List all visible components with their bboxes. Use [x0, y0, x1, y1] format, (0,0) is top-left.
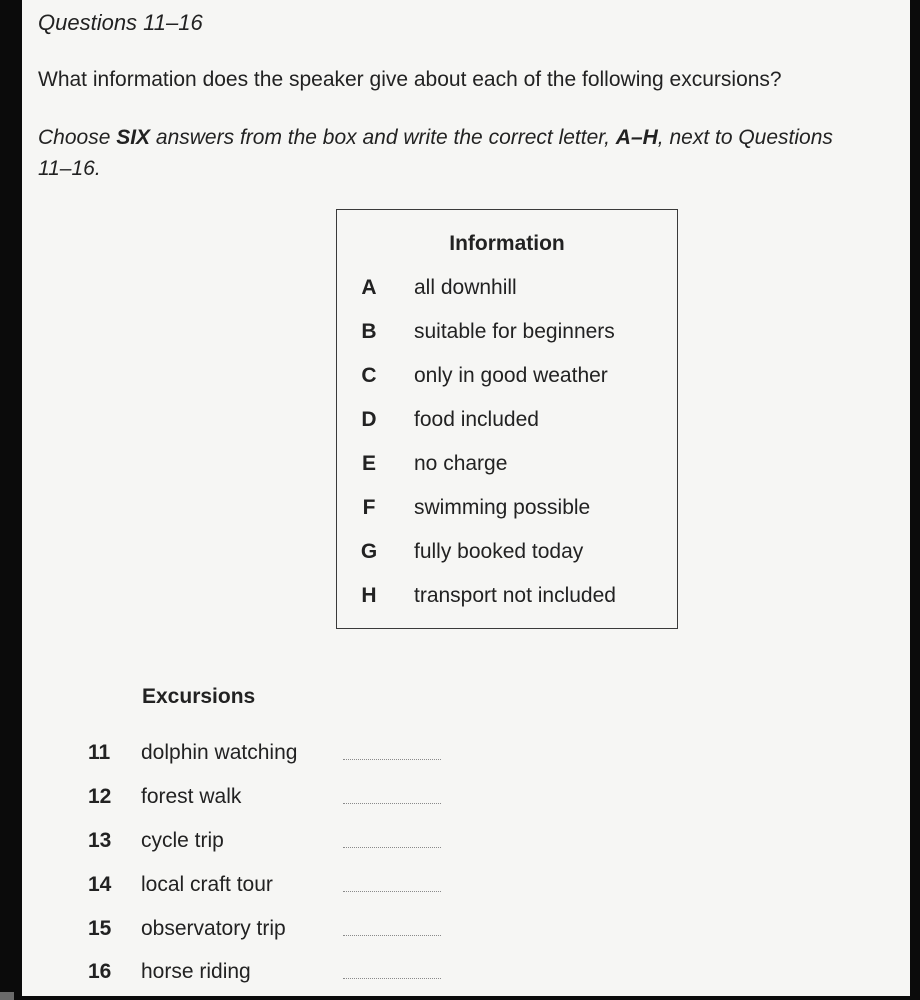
question-label: forest walk [141, 785, 242, 808]
instruction-text: What information does the speaker give about each of the following excursions? [38, 68, 782, 91]
question-number: 13 [88, 829, 112, 852]
excursions-title: Excursions [142, 685, 256, 708]
questions-heading: Questions 11–16 [38, 10, 203, 35]
corner-mark [0, 992, 14, 1000]
question-11 [88, 741, 488, 771]
question-15 [88, 917, 488, 947]
option-letter: G [360, 540, 378, 563]
information-box-title: Information [449, 232, 565, 255]
option-text: no charge [414, 452, 508, 475]
direction-part-2: answers from the box and write the correct letter, [150, 126, 616, 149]
option-d [337, 408, 677, 438]
answer-blank-14[interactable] [343, 891, 441, 892]
information-box [336, 209, 678, 629]
answer-blank-16[interactable] [343, 978, 441, 979]
question-number: 11 [88, 741, 111, 764]
option-b [337, 320, 677, 350]
option-letter: H [361, 584, 377, 607]
question-number: 14 [88, 873, 112, 896]
answer-blank-11[interactable] [343, 759, 441, 760]
direction-bold-range: A–H [615, 126, 658, 149]
question-page [22, 0, 910, 996]
question-16 [88, 960, 488, 990]
question-label: dolphin watching [141, 741, 298, 764]
answer-blank-13[interactable] [343, 847, 441, 848]
option-letter: D [361, 408, 377, 431]
question-label: horse riding [141, 960, 251, 983]
question-label: observatory trip [141, 917, 286, 940]
question-13 [88, 829, 488, 859]
option-text: suitable for beginners [414, 320, 615, 343]
question-14 [88, 873, 488, 903]
option-text: transport not included [414, 584, 616, 607]
question-number: 15 [88, 917, 112, 940]
option-f [337, 496, 677, 526]
question-label: cycle trip [141, 829, 224, 852]
option-text: food included [414, 408, 539, 431]
option-text: swimming possible [414, 496, 591, 519]
option-g [337, 540, 677, 570]
option-c [337, 364, 677, 394]
option-letter: B [361, 320, 377, 343]
question-number: 16 [88, 960, 112, 983]
question-12 [88, 785, 488, 815]
option-text: only in good weather [414, 364, 608, 387]
option-letter: F [362, 496, 376, 519]
direction-part-3: , next to Questions 11–16. [38, 126, 833, 180]
option-text: fully booked today [414, 540, 584, 563]
direction-part-1: Choose [38, 126, 117, 149]
question-number: 12 [88, 785, 112, 808]
option-text: all downhill [414, 276, 517, 299]
direction-text [38, 122, 858, 184]
option-h [337, 584, 677, 614]
option-letter: E [361, 452, 376, 475]
direction-bold-count: SIX [116, 126, 151, 149]
question-label: local craft tour [141, 873, 273, 896]
answer-blank-15[interactable] [343, 935, 441, 936]
answer-blank-12[interactable] [343, 803, 441, 804]
option-letter: C [361, 364, 377, 387]
option-a [337, 276, 677, 306]
option-e [337, 452, 677, 482]
option-letter: A [361, 276, 377, 299]
